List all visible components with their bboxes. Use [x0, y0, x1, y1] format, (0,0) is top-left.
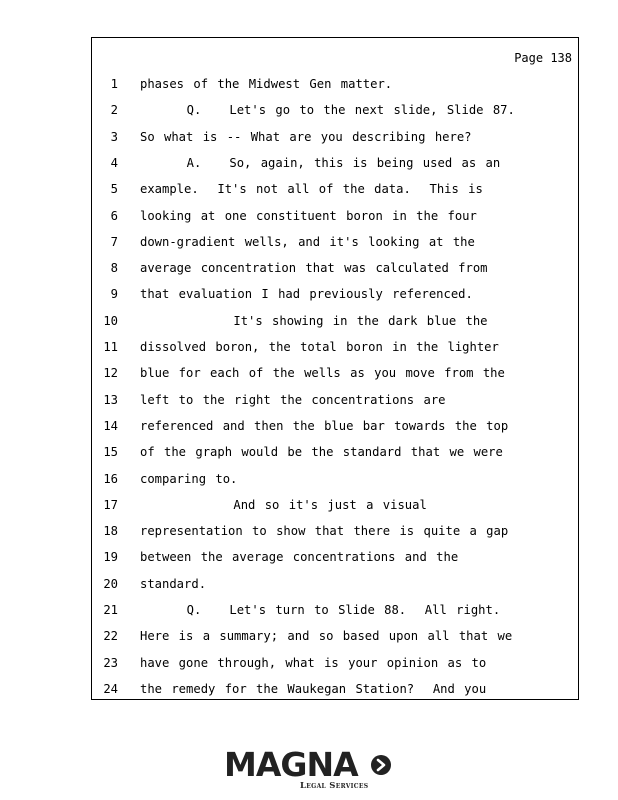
transcript-line: [92, 524, 578, 550]
transcript-line: [92, 393, 578, 419]
transcript-line: [92, 550, 578, 576]
transcript-line: [92, 340, 578, 366]
line-number: 2: [110, 103, 118, 118]
line-text: Q. Let's turn to Slide 88. All right.: [140, 603, 501, 617]
line-number: 4: [110, 155, 118, 170]
transcript-line: [92, 235, 578, 261]
arrow-circle-icon: [370, 754, 392, 776]
line-number: 9: [110, 287, 118, 302]
line-number: 19: [103, 550, 118, 565]
line-number: 7: [110, 234, 118, 249]
line-text: left to the right the concentrations are: [140, 392, 446, 407]
transcript-line: [92, 287, 578, 313]
line-number: 22: [103, 629, 118, 644]
line-number: 14: [103, 418, 118, 433]
line-number: 5: [110, 182, 118, 197]
line-number: 1: [110, 77, 118, 91]
transcript-line: [92, 419, 578, 445]
line-number: 15: [103, 445, 118, 460]
line-text: And so it's just a visual: [140, 497, 427, 512]
line-text: have gone through, what is your opinion as to: [140, 655, 487, 670]
line-number: 11: [103, 340, 118, 354]
transcript-line: [92, 156, 578, 182]
line-text: comparing to.: [140, 471, 238, 486]
logo-wordmark: MAGNA: [224, 745, 358, 784]
line-number: 16: [103, 471, 118, 486]
transcript-line: [92, 182, 578, 208]
line-text: dissolved boron, the total boron in the lighter: [140, 340, 499, 354]
logo-subtitle: Legal Services: [300, 781, 369, 791]
transcript-line: [92, 77, 578, 103]
line-number: 17: [103, 497, 118, 512]
line-text: blue for each of the wells as you move from the: [140, 366, 505, 381]
line-text: A. So, again, this is being used as an: [140, 155, 501, 170]
line-text: Q. Let's go to the next slide, Slide 87.: [140, 103, 515, 118]
line-number: 6: [110, 208, 118, 223]
line-number: 8: [110, 261, 118, 276]
line-text: of the graph would be the standard that we were: [140, 445, 503, 460]
transcript-line: [92, 261, 578, 287]
line-number: 20: [103, 576, 118, 591]
line-text: average concentration that was calculated from: [140, 261, 488, 276]
transcript-line: [92, 682, 578, 708]
line-text: that evaluation I had previously referenced.: [140, 287, 473, 302]
transcript-line: [92, 472, 578, 498]
line-text: between the average concentrations and the: [140, 550, 459, 565]
line-text: the remedy for the Waukegan Station? And you: [140, 681, 487, 696]
line-text: Here is a summary; and so based upon all that we: [140, 629, 513, 644]
transcript-line: [92, 445, 578, 471]
line-text: phases of the Midwest Gen matter.: [140, 77, 393, 91]
transcript-line: [92, 577, 578, 603]
line-text: standard.: [140, 576, 207, 591]
line-text: It's showing in the dark blue the: [140, 313, 488, 328]
line-text: down-gradient wells, and it's looking at the: [140, 234, 475, 249]
page-number: Page 138: [514, 51, 572, 65]
line-number: 18: [103, 524, 118, 539]
line-text: referenced and then the blue bar towards the top: [140, 418, 509, 433]
transcript-line: [92, 656, 578, 682]
transcript-line: [92, 130, 578, 156]
transcript-line: [92, 314, 578, 340]
line-number: 13: [103, 392, 118, 407]
line-text: example. It's not all of the data. This is: [140, 182, 483, 197]
transcript-line: [92, 209, 578, 235]
line-number: 21: [103, 603, 118, 617]
magna-logo: [224, 745, 399, 793]
transcript-page: [91, 37, 579, 700]
line-text: looking at one constituent boron in the four: [140, 208, 477, 223]
transcript-line: [92, 498, 578, 524]
line-number: 23: [103, 655, 118, 670]
transcript-line: [92, 603, 578, 629]
line-number: 12: [103, 366, 118, 381]
transcript-line: [92, 629, 578, 655]
line-number: 10: [103, 313, 118, 328]
line-number: 3: [110, 129, 118, 144]
line-number: 24: [103, 681, 118, 696]
transcript-line: [92, 103, 578, 129]
transcript-line: [92, 366, 578, 392]
line-text: So what is -- What are you describing here?: [140, 129, 472, 144]
line-text: representation to show that there is quite a gap: [140, 524, 509, 539]
